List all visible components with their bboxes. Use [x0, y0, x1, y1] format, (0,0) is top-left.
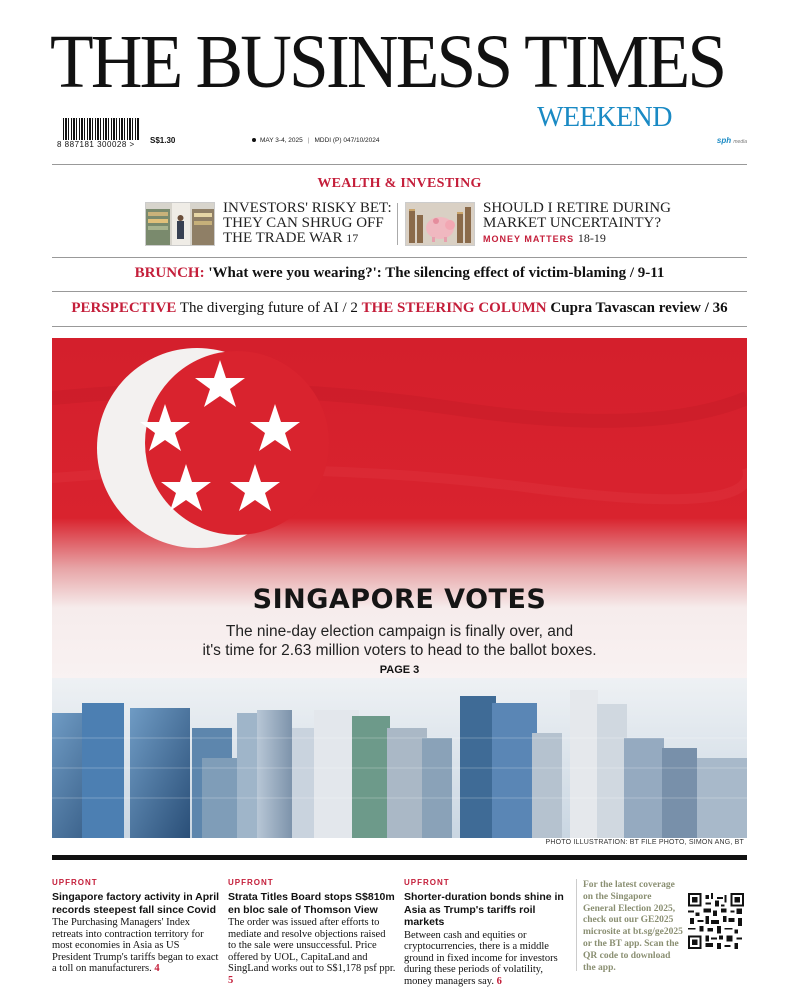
- story-body: Between cash and equities or cryptocurrencies, there is a middle ground in fixed income for investors during these periods of volatility, money managers say. 6: [404, 929, 558, 987]
- bottom-story-1[interactable]: [52, 877, 220, 975]
- heavy-divider: [52, 855, 747, 860]
- story-headline: Singapore factory activity in April records steepest fall since Covid: [52, 891, 220, 916]
- divider: [52, 164, 747, 165]
- piggy-bank-thumbnail: [405, 202, 475, 246]
- promo-divider: [576, 879, 577, 971]
- bottom-story-3[interactable]: [404, 877, 572, 987]
- barcode-number: 8 887181 300028 >: [57, 140, 135, 149]
- barcode-icon: [63, 118, 139, 140]
- teaser-page: 17: [346, 231, 359, 245]
- lead-headline: SINGAPORE VOTES: [252, 584, 547, 615]
- teaser-kicker: MONEY MATTERS: [483, 234, 575, 244]
- masthead-title: THE BUSINESS TIMES: [50, 20, 725, 104]
- photo-credit: PHOTO ILLUSTRATION: BT FILE PHOTO, SIMON ANG, BT: [545, 839, 744, 846]
- edition-label: WEEKEND: [537, 102, 672, 133]
- section-title: WEALTH & INVESTING: [317, 176, 482, 191]
- story-headline: Strata Titles Board stops S$810m en bloc sale of Thomson View: [228, 891, 395, 916]
- story-body: The Purchasing Managers' Index retreats into contraction territory for most economies in Asia as US President Trump's tariffs began to exact a toll on manufacturers. 4: [52, 917, 219, 974]
- bullet-icon: [252, 138, 256, 142]
- strap-brunch[interactable]: BRUNCH: 'What were you wearing?': The silencing effect of victim-blaming / 9-11: [134, 265, 665, 281]
- teaser-retire[interactable]: [405, 202, 685, 246]
- divider: [52, 291, 747, 292]
- teaser-investors[interactable]: [145, 200, 392, 246]
- story-kicker: UPFRONT: [52, 878, 98, 887]
- issue-date: MAY 3-4, 2025: [260, 137, 303, 144]
- story-headline: Shorter-duration bonds shine in Asia as Trump's tariffs roil markets: [404, 891, 564, 928]
- strap-perspective[interactable]: PERSPECTIVE The diverging future of AI / 2 THE STEERING COLUMN Cupra Tavascan review / 36: [71, 300, 728, 316]
- teaser-headline: SHOULD I RETIRE DURING MARKET UNCERTAINTY? MONEY MATTERS 18-19: [483, 200, 671, 245]
- story-kicker: UPFRONT: [228, 878, 274, 887]
- divider: [52, 257, 747, 258]
- teaser-headline: INVESTORS' RISKY BET: THEY CAN SHRUG OFF THE TRADE WAR 17: [223, 200, 392, 246]
- story-kicker: UPFRONT: [404, 878, 450, 887]
- masthead: [50, 20, 750, 133]
- bottom-story-2[interactable]: [228, 877, 396, 986]
- permit-number: MDDI (P) 047/10/2024: [314, 137, 380, 144]
- divider: [52, 326, 747, 327]
- dateline-row: [57, 118, 747, 154]
- publisher-logo: sph media: [716, 136, 747, 145]
- cover-price: S$1.30: [150, 136, 176, 145]
- supermarket-thumbnail: [145, 202, 215, 246]
- issue-date-line: MAY 3-4, 2025 | MDDI (P) 047/10/2024: [252, 137, 380, 144]
- teaser-divider: [397, 203, 398, 245]
- lead-page-ref[interactable]: PAGE 3: [379, 664, 420, 676]
- lead-standfirst: The nine-day election campaign is finally over, and it's time for 2.63 million voters to head to the ballot boxes.: [202, 623, 597, 659]
- ge2025-promo: For the latest coverage on the Singapore General Election 2025, check out our GE2025 microsite at bt.sg/ge2025 or the BT app. Scan the QR code to download the app.: [583, 880, 683, 973]
- story-body: The order was issued after efforts to mediate and resolve objections raised to the sale were unsuccessful. Price offered by UOL, CapitaLand and SingLand works out to S$1,178 psf ppr. 5: [228, 917, 396, 986]
- qr-code-icon[interactable]: [688, 893, 744, 949]
- teaser-page: 18-19: [577, 231, 606, 245]
